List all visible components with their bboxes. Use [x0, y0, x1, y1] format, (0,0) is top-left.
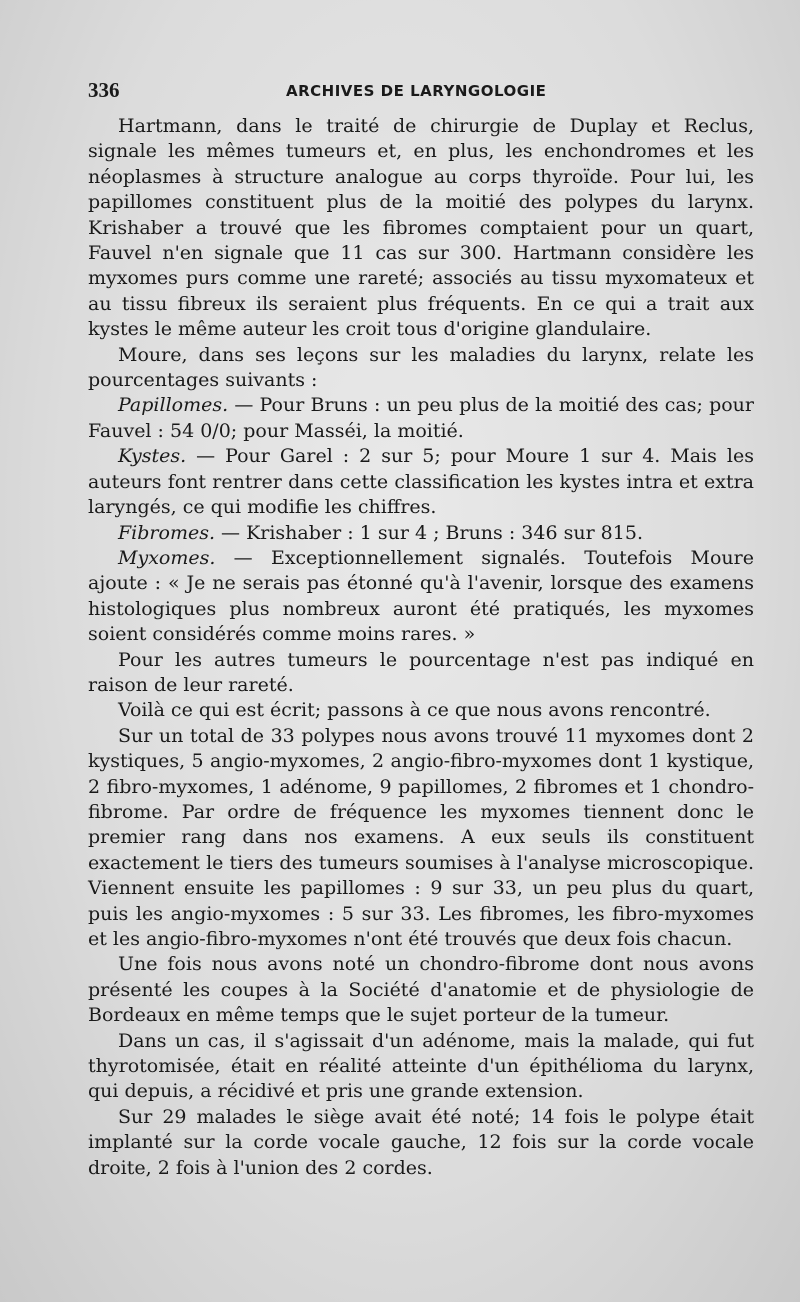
paragraph: Sur 29 malades le siège avait été noté; 14 fois le polype était implanté sur la corde vocale gauche, 12 fois sur la corde vocale droite, 2 fois à l'union des 2 cordes.: [88, 1105, 754, 1179]
paragraph: Moure, dans ses leçons sur les maladies du larynx, relate les pourcentages suivants :: [88, 343, 754, 392]
paragraph: Sur un total de 33 polypes nous avons trouvé 11 myxomes dont 2 kystiques, 5 angio-myxomes, 2 angio-fibro-myxomes dont 1 kystique, 2 fibro-myxomes, 1 adénome, 9 papillomes, 2 fibromes et 1 chondro-fibrome. Par ordre de fréquence les myxomes tiennent donc le premier rang dans nos examens. A eux seuls ils constituent exactement le tiers des tumeurs soumises à l'analyse microscopique. Viennent ensuite les papillomes : 9 sur 33, un peu plus du quart, puis les angio-myxomes : 5 sur 33. Les fibromes, les fibro-myxomes et les angio-fibro-myxomes n'ont été trouvés que deux fois chacun.: [88, 724, 754, 950]
paragraph: Dans un cas, il s'agissait d'un adénome, mais la malade, qui fut thyrotomisée, était en réalité atteinte d'un épithélioma du larynx, qui depuis, a récidivé et pris une grande extension.: [88, 1029, 754, 1103]
paragraph: Hartmann, dans le traité de chirurgie de Duplay et Reclus, signale les mêmes tumeurs et, en plus, les enchondromes et les néoplasmes à structure analogue au corps thyroïde. Pour lui, les papillomes constituent plus de la moitié des polypes du larynx. Krishaber a trouvé que les fibromes comptaient pour un quart, Fauvel n'en signale que 11 cas sur 300. Hartmann considère les myxomes purs comme une rareté; associés au tissu myxomateux et au tissu fibreux ils seraient plus fréquents. En ce qui a trait aux kystes le même auteur les croit tous d'origine glandulaire.: [88, 115, 754, 341]
paragraph: Papillomes. — Pour Bruns : un peu plus de la moitié des cas; pour Fauvel : 54 0/0; pour Masséi, la moitié.: [88, 394, 754, 442]
paragraph: Myxomes. — Exceptionnellement signalés. Toutefois Moure ajoute : « Je ne serais pas étonné qu'à l'avenir, lorsque des examens histologiques plus nombreux auront été pratiqués, les myxomes soient considérés comme moins rares. »: [88, 546, 754, 646]
running-title: ARCHIVES DE LARYNGOLOGIE: [286, 82, 547, 100]
term-fibromes: Fibromes.: [118, 521, 215, 544]
paragraph: Pour les autres tumeurs le pourcentage n'est pas indiqué en raison de leur rareté.: [88, 648, 754, 696]
paragraph: Kystes. — Pour Garel : 2 sur 5; pour Moure 1 sur 4. Mais les auteurs font rentrer dans cette classification les kystes intra et extra laryngés, ce qui modifie les chiffres.: [88, 445, 754, 519]
body-text: [88, 114, 754, 1181]
paragraph: Une fois nous avons noté un chondro-fibrome dont nous avons présenté les coupes à la Société d'anatomie et de physiologie de Bordeaux en même temps que le sujet porteur de la tumeur.: [88, 953, 754, 1027]
page-header: [88, 78, 748, 102]
page-number: 336: [88, 78, 120, 102]
paragraph: Fibromes. — Krishaber : 1 sur 4 ; Bruns : 346 sur 815.: [118, 521, 643, 544]
paragraph: Voilà ce qui est écrit; passons à ce que nous avons rencontré.: [118, 699, 711, 722]
term-myxomes: Myxomes.: [118, 546, 216, 569]
term-papillomes: Papillomes.: [118, 394, 229, 417]
term-kystes: Kystes.: [118, 445, 187, 468]
